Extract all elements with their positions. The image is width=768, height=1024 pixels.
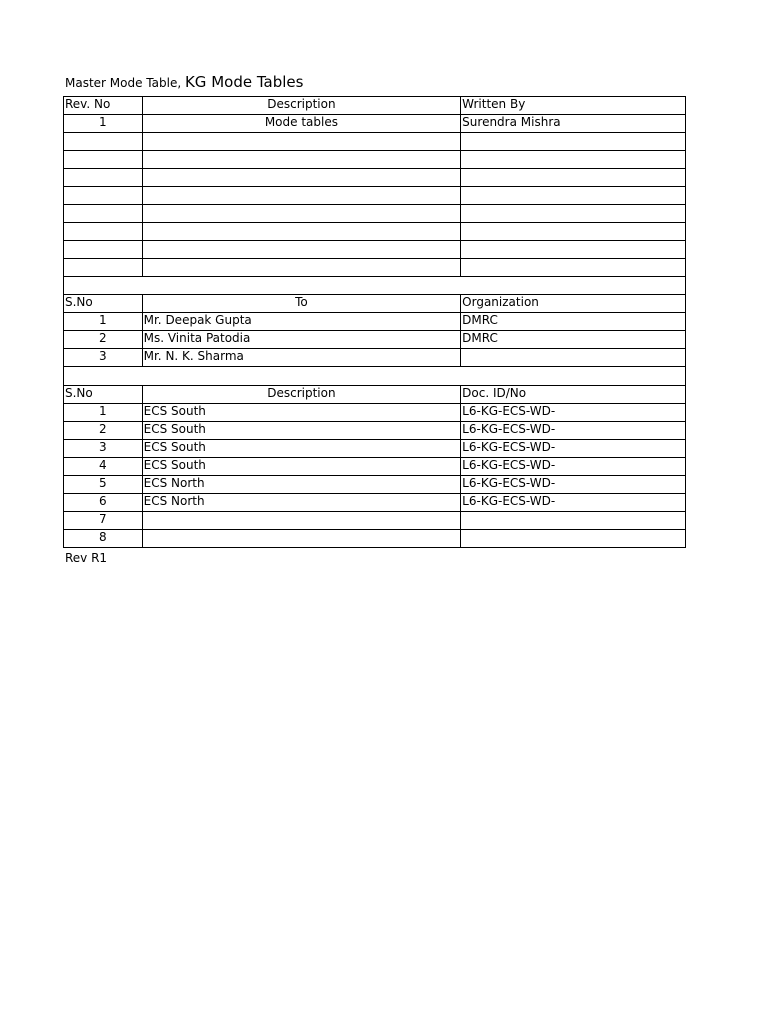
revision-row-cell [64,241,143,259]
revision-row [64,187,686,205]
document-row [64,530,686,548]
distribution-row-cell: Mr. N. K. Sharma [142,349,461,367]
document-row-cell: 7 [64,512,143,530]
document-row-cell [142,530,461,548]
header-doc-id: Doc. ID/No [461,386,686,404]
document-row-cell: 6 [64,494,143,512]
document-row-cell: L6-KG-ECS-WD- [461,404,686,422]
revision-row-cell [142,151,461,169]
document-row-cell: L6-KG-ECS-WD- [461,422,686,440]
header-sno: S.No [64,295,143,313]
document-row [64,440,686,458]
distribution-row-cell: DMRC [461,331,686,349]
document-row-cell: 2 [64,422,143,440]
revision-row [64,241,686,259]
distribution-row-cell: DMRC [461,313,686,331]
revision-row-cell [64,205,143,223]
document-row [64,458,686,476]
header-description: Description [142,386,461,404]
revision-row-cell [64,151,143,169]
header-rev-no: Rev. No [64,97,143,115]
revision-row [64,169,686,187]
document-row [64,404,686,422]
distribution-row [64,331,686,349]
title-prefix: Master Mode Table, [65,76,185,90]
revision-row-cell [64,223,143,241]
revision-row [64,115,686,133]
document-row-cell [461,530,686,548]
revision-row-cell [64,133,143,151]
document-row-cell: 1 [64,404,143,422]
revision-row-cell [142,223,461,241]
documents-table-body [64,386,686,548]
header-written-by: Written By [461,97,686,115]
revision-row-cell [142,133,461,151]
revision-row-cell [142,241,461,259]
revision-row-cell [461,169,686,187]
revision-row-cell [142,205,461,223]
table-spacer [63,367,686,385]
document-row-cell: ECS South [142,404,461,422]
revision-footer: Rev R1 [65,551,108,565]
revision-row-cell [142,187,461,205]
revision-row-cell [461,205,686,223]
revision-row-cell [461,187,686,205]
revision-row-cell [142,169,461,187]
revision-row-cell [64,187,143,205]
revision-row-cell [461,151,686,169]
distribution-row [64,313,686,331]
revision-row [64,151,686,169]
document-row-cell: 3 [64,440,143,458]
header-description: Description [142,97,461,115]
revision-row-cell [64,169,143,187]
document-row-cell: ECS North [142,476,461,494]
table-spacer [63,277,686,294]
header-sno: S.No [64,386,143,404]
document-row-cell: L6-KG-ECS-WD- [461,476,686,494]
revision-row [64,259,686,277]
document-row-cell: L6-KG-ECS-WD- [461,440,686,458]
document-row-cell [461,512,686,530]
distribution-row [64,349,686,367]
revision-row [64,205,686,223]
revision-row-cell: Surendra Mishra [461,115,686,133]
document-row [64,494,686,512]
document-row [64,512,686,530]
document-row [64,422,686,440]
distribution-table-body [64,295,686,367]
revision-header-row [64,97,686,115]
page-title [65,72,303,91]
document-row-cell: ECS North [142,494,461,512]
revision-table-body [64,97,686,277]
revision-row-cell [64,259,143,277]
document-row-cell: L6-KG-ECS-WD- [461,494,686,512]
document-row-cell: L6-KG-ECS-WD- [461,458,686,476]
revision-row-cell [142,259,461,277]
header-to: To [142,295,461,313]
header-organization: Organization [461,295,686,313]
document-row-cell: ECS South [142,440,461,458]
distribution-row-cell: Ms. Vinita Patodia [142,331,461,349]
distribution-row-cell: Mr. Deepak Gupta [142,313,461,331]
revision-row-cell [461,133,686,151]
distribution-row-cell [461,349,686,367]
distribution-row-cell: 3 [64,349,143,367]
revision-row-cell [461,223,686,241]
revision-row [64,133,686,151]
documents-header-row [64,386,686,404]
distribution-row-cell: 2 [64,331,143,349]
revision-row-cell: 1 [64,115,143,133]
document-row-cell: 4 [64,458,143,476]
document-row [64,476,686,494]
revision-row-cell [461,259,686,277]
document-row-cell: ECS South [142,422,461,440]
revision-row-cell [461,241,686,259]
document-row-cell [142,512,461,530]
document-row-cell: 5 [64,476,143,494]
document-row-cell: 8 [64,530,143,548]
distribution-table [63,294,686,367]
document-row-cell: ECS South [142,458,461,476]
title-main: KG Mode Tables [184,73,304,91]
revision-row [64,223,686,241]
distribution-header-row [64,295,686,313]
revision-table [63,96,686,277]
distribution-row-cell: 1 [64,313,143,331]
revision-row-cell: Mode tables [142,115,461,133]
documents-table [63,385,686,548]
